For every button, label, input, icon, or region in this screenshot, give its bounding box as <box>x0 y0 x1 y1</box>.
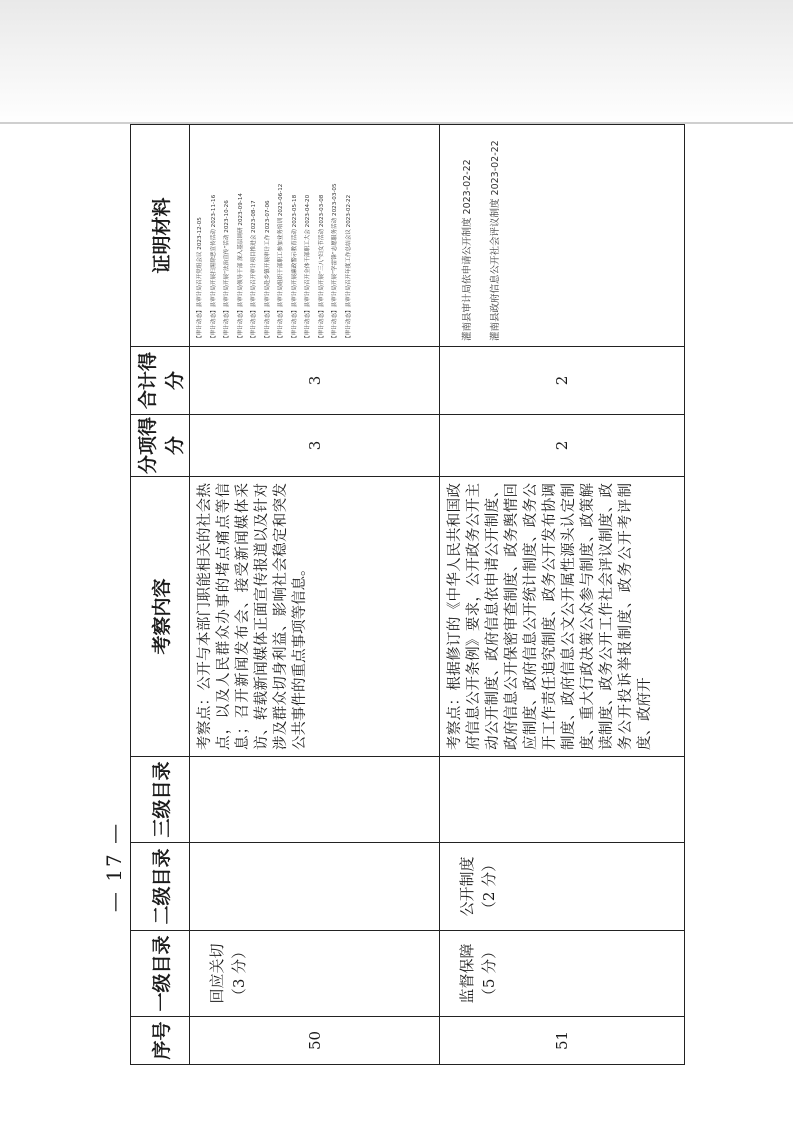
row-level3 <box>440 757 685 843</box>
proof-item[interactable]: 【审计动态】县审计局召开全体干部职工大会 2023-04-20 <box>305 194 311 341</box>
proof-item[interactable]: 【审计动态】县审计局开展“三八”妇女节活动 2023-03-08 <box>318 194 325 341</box>
row-index: 51 <box>440 1017 685 1065</box>
proof-item[interactable]: 灌南县审计局依申请公开制度 2023-02-22 <box>462 159 473 341</box>
row-sub-score: 2 <box>440 415 685 477</box>
row-level2: 公开制度（2 分） <box>440 843 685 931</box>
row-total-score: 3 <box>190 347 440 415</box>
proof-item[interactable]: 【审计动态】县审计局开展廉政警示教育活动 2023-05-18 <box>291 194 298 341</box>
proof-item[interactable]: 【审计动态】县审计局领导干部 深入基层调研 2023-09-14 <box>237 193 244 341</box>
row-content: 考察点：公开与本部门职能相关的社会热点，以及人民群众办事的堵点痛点等信息；召开新闻发布会、接受新闻媒体采访、转载新闻媒体正面宣传报道以及针对涉及群众切身利益、影响社会稳定和突发公共事件的重点事项等信息。 <box>190 477 440 757</box>
header-content: 考察内容 <box>131 477 190 757</box>
proof-item[interactable]: 【审计动态】县审计局赴乡镇开展审计工作 2023-07-06 <box>264 200 271 341</box>
row-level1: 监督保障（5 分） <box>440 931 685 1017</box>
row-sub-score: 3 <box>190 415 440 477</box>
table-row <box>440 125 685 1065</box>
header-sub-score: 分项得分 <box>131 415 190 477</box>
evaluation-table <box>130 124 685 1065</box>
rotated-table-container <box>130 125 665 1065</box>
row-index: 50 <box>190 1017 440 1065</box>
proof-item[interactable]: 【审计动态】县审计局召开党组会议 2023-12-05 <box>197 217 203 341</box>
header-level1: 一级目录 <box>131 931 190 1017</box>
proof-item[interactable]: 【审计动态】县审计局召开年度工作总结会议 2023-02-22 <box>345 194 352 341</box>
header-index: 序号 <box>131 1017 190 1065</box>
row-proof-list <box>190 125 440 347</box>
proof-item[interactable]: 灌南县政府信息公开社会评议制度 2023-02-22 <box>490 140 501 341</box>
scan-shadow <box>0 0 793 125</box>
header-row <box>131 125 190 1065</box>
row-content: 考察点：根据修订的《中华人民共和国政府信息公开条例》要求，公开政务公开主动公开制度、政府信息依申请公开制度、政府信息公开保密审查制度、政务舆情回应制度、政府信息公开统计制度、政务公开工作责任追究制度、政务公开发布协调制度、政府信息公文公开属性源头认定制度、重大行政决策公众参与制度、政策解读制度、政务公开工作社会评议制度、政务公开投诉举报制度、政务公开考评制度、政府开 <box>440 477 685 757</box>
proof-item[interactable]: 【审计动态】县审计局开展扫黑除恶宣传活动 2023-11-16 <box>210 194 217 341</box>
row-level1: 回应关切（3 分） <box>190 931 440 1017</box>
header-proof: 证明材料 <box>131 125 190 347</box>
proof-item[interactable]: 【审计动态】县审计局开展“法治宣传”活动 2023-10-26 <box>224 200 230 341</box>
header-level2: 二级目录 <box>131 843 190 931</box>
page-number-text: — 17 — <box>102 821 127 913</box>
proof-item[interactable]: 【审计动态】县审计局开展“学雷锋”志愿服务活动 2023-03-05 <box>332 183 338 341</box>
header-level3: 三级目录 <box>131 757 190 843</box>
table-row <box>190 125 440 1065</box>
proof-item[interactable]: 【审计动态】县审计局组织干部职工参加业务培训 2023-06-12 <box>278 183 284 341</box>
row-level2 <box>190 843 440 931</box>
row-proof-list <box>440 125 685 347</box>
row-total-score: 2 <box>440 347 685 415</box>
header-total-score: 合计得分 <box>131 347 190 415</box>
proof-item[interactable]: 【审计动态】县审计局召开审计项目推进会 2023-08-17 <box>251 200 257 341</box>
row-level3 <box>190 757 440 843</box>
page-number <box>94 812 134 922</box>
